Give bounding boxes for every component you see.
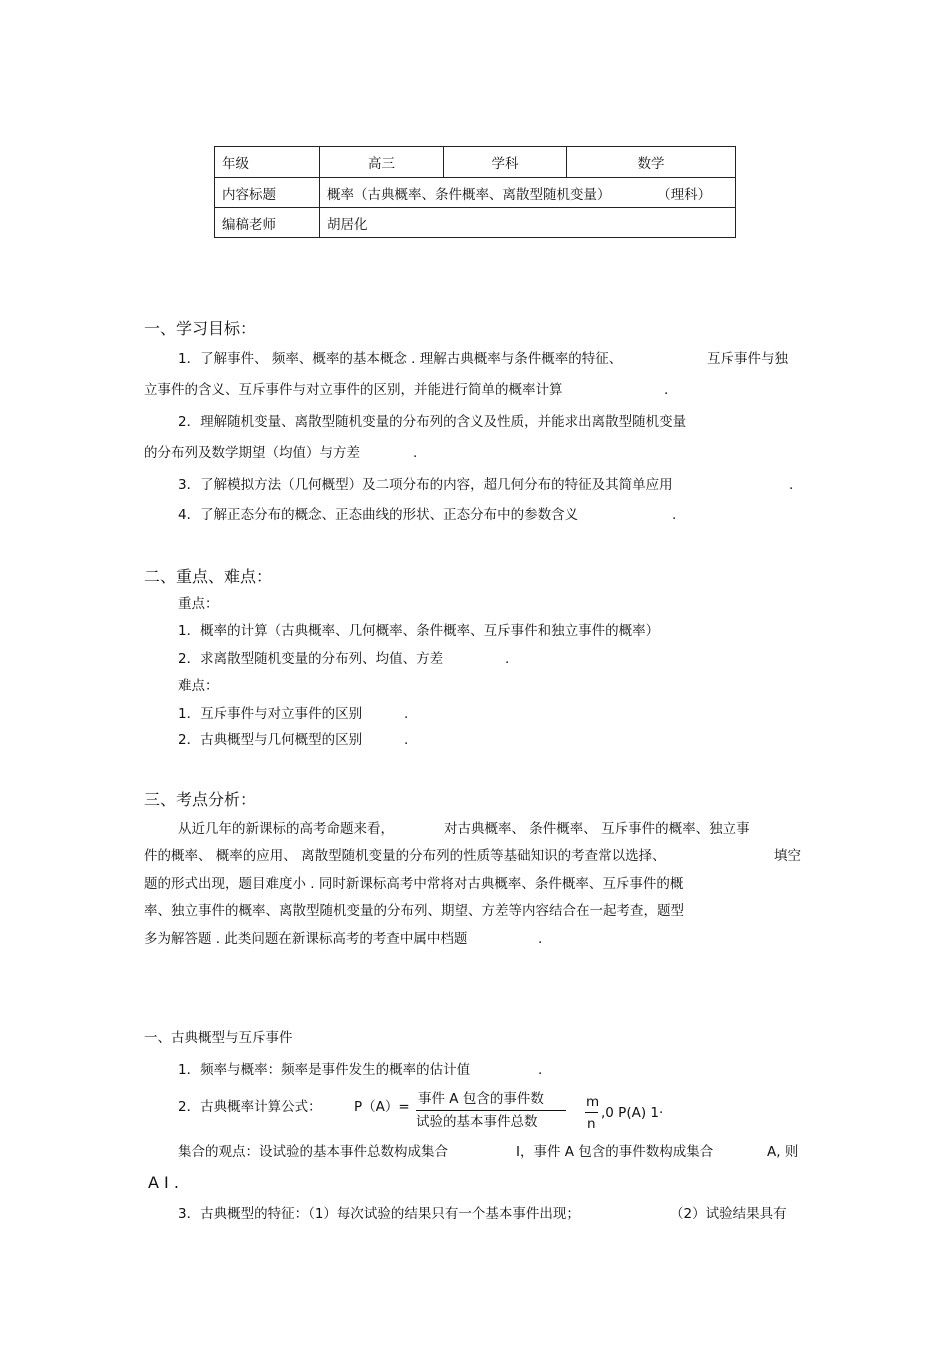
fraction-events-denominator: 试验的基本事件总数 (416, 1114, 538, 1130)
s3-line4: 率、独立事件的概率、离散型随机变量的分布列、期望、方差等内容结合在一起考查，题型 (144, 903, 684, 919)
s2-hard1-dot: . (404, 706, 409, 722)
s1-item2-line2: 的分布列及数学期望（均值）与方差 (144, 445, 360, 461)
s1-item1-line2: 立事件的含义、互斥事件与对立事件的区别，并能进行简单的概率计算 (144, 382, 563, 398)
s1-item4-dot: . (672, 507, 677, 523)
formula-lhs: P（A）= (354, 1099, 410, 1115)
s4-item1: 1．频率与概率：频率是事件发生的概率的估计值 (178, 1062, 471, 1078)
s2-key2-dot: . (505, 651, 510, 667)
s3-line3: 题的形式出现，题目难度小 . 同时新课标高考中常将对古典概率、条件概率、互斥事件的概 (144, 876, 684, 892)
s3-line2a: 件的概率、 概率的应用、 离散型随机变量的分布列的性质等基础知识的考查常以选择、 (144, 848, 666, 864)
fraction-mn (585, 1092, 599, 1134)
s4-set-line1a: 集合的观点：设试验的基本事件总数构成集合 (178, 1144, 448, 1160)
s2-hard-label: 难点： (178, 678, 219, 694)
grade-label: 年级 (215, 147, 320, 178)
s1-item1-line1b: 互斥事件与独 (707, 351, 788, 367)
editor-value: 胡居化 (320, 208, 736, 238)
s2-key-label: 重点： (178, 596, 219, 612)
s1-item1-line1: 1．了解事件、 频率、概率的基本概念 . 理解古典概率与条件概率的特征、 (178, 351, 623, 367)
fraction-mn-numerator: m (586, 1094, 600, 1110)
s1-item3: 3．了解模拟方法（几何概型）及二项分布的内容，超几何分布的特征及其简单应用 (178, 477, 673, 493)
s4-set-line1b: I，事件 A 包含的事件数构成集合 (516, 1144, 714, 1160)
editor-label: 编稿老师 (215, 208, 320, 238)
topic-suffix: （理科） (657, 186, 712, 203)
s2-hard2: 2．古典概型与几何概型的区别 (178, 732, 363, 748)
subject-value: 数学 (567, 147, 736, 178)
fraction-mn-denominator: n (587, 1116, 596, 1132)
section3-title: 三、考点分析： (144, 790, 257, 809)
s3-line5-dot: . (538, 931, 543, 947)
topic-label: 内容标题 (215, 178, 320, 208)
s2-key2: 2．求离散型随机变量的分布列、均值、方差 (178, 651, 444, 667)
s3-line1b: 对古典概率、 条件概率、 互斥事件的概率、独立事 (444, 821, 750, 837)
s4-set-line2: A I . (148, 1173, 179, 1192)
fraction-events-bar (416, 1110, 566, 1111)
s1-item4: 4．了解正态分布的概念、正态曲线的形状、正态分布中的参数含义 (178, 507, 579, 523)
section1-title: 一、学习目标： (144, 319, 257, 338)
fraction-events-numerator: 事件 A 包含的事件数 (418, 1091, 544, 1107)
topic-value: 概率（古典概率、条件概率、离散型随机变量） (327, 186, 611, 203)
s2-hard2-dot: . (404, 732, 409, 748)
s4-item2-label: 2．古典概率计算公式： (178, 1099, 322, 1115)
fraction-mn-bar (585, 1112, 598, 1113)
subject-label: 学科 (444, 147, 567, 178)
s3-line2b: 填空 (774, 848, 801, 864)
s2-key1: 1．概率的计算（古典概率、几何概率、条件概率、互斥事件和独立事件的概率） (178, 623, 660, 639)
s1-item2-line1: 2．理解随机变量、离散型随机变量的分布列的含义及性质，并能求出离散型随机变量 (178, 414, 687, 430)
fraction-events (416, 1089, 566, 1133)
section4-title: 一、古典概型与互斥事件 (144, 1030, 293, 1046)
s4-item3a: 3．古典概型的特征：（1）每次试验的结果只有一个基本事件出现； (178, 1206, 580, 1222)
s4-item1-dot: . (538, 1062, 543, 1078)
s4-item3b: （2）试验结果具有 (670, 1206, 787, 1222)
s1-item3-dot: . (789, 477, 794, 493)
s2-hard1: 1．互斥事件与对立事件的区别 (178, 706, 363, 722)
s3-line1a: 从近几年的新课标的高考命题来看， (178, 821, 394, 837)
grade-value: 高三 (320, 147, 444, 178)
s1-item2-dot: . (413, 445, 418, 461)
info-table (214, 146, 736, 238)
s3-line5: 多为解答题 . 此类问题在新课标高考的考查中属中档题 (144, 931, 468, 947)
topic-cell (320, 178, 736, 208)
section2-title: 二、重点、难点： (144, 567, 273, 586)
s1-item1-dot: . (664, 382, 669, 398)
s4-set-line1c: A, 则 (767, 1144, 799, 1160)
formula-tail: ,0 P(A) 1· (601, 1105, 664, 1121)
